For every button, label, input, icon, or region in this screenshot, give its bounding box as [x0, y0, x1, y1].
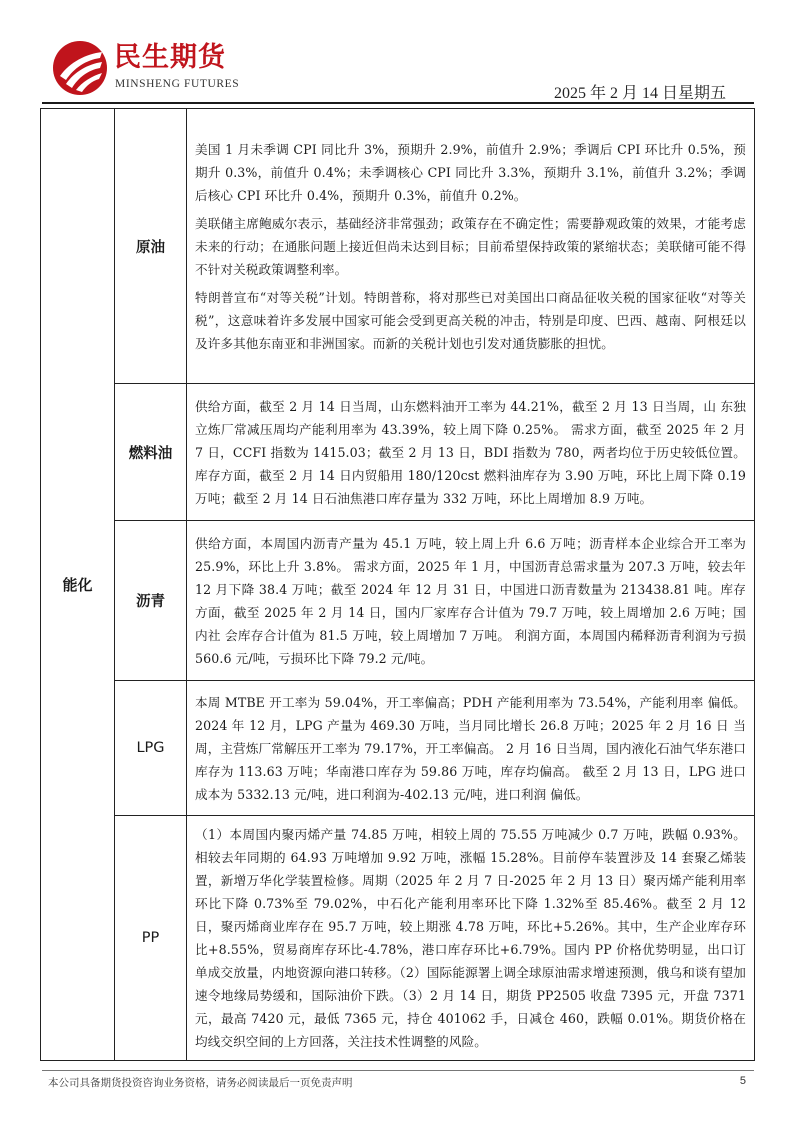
brand-name-cn: 民生期货 [114, 42, 226, 73]
report-date: 2025 年 2 月 14 日星期五 [553, 85, 726, 102]
paragraph: 美联储主席鲍威尔表示，基础经济非常强劲；政策存在不确定性；需要静观政策的效果，才能考虑未来的行动；在通胀问题上接近但尚未达到目标；目前希望保持政策的紧缩状态；美联储可能不得不针对关税政策调整利率。 [195, 215, 746, 277]
paragraph: 特朗普宣布“对等关税”计划。特朗普称，将对那些已对美国出口商品征收关税的国家征收“对等关税”，这意味着许多发展中国家可能会受到更高关税的冲击，特别是印度、巴西、越南、阿根廷以及许多其他东南亚和非洲国家。而新的关税计划也引发对通货膨胀的担忧。 [195, 289, 746, 351]
disclaimer: 本公司具备期货投资咨询业务资格，请务必阅读最后一页免责声明 [48, 1077, 353, 1089]
minsheng-logo-icon [52, 40, 108, 96]
table-row [41, 521, 755, 681]
page-header [0, 0, 794, 108]
category-cell: 沥青 [115, 521, 187, 681]
table-row [41, 816, 755, 1061]
footer-rule [42, 1070, 754, 1071]
table-row [41, 109, 755, 384]
header-rule [42, 102, 754, 104]
sector-cell: 能化 [41, 109, 115, 1061]
content-cell [187, 384, 755, 521]
table-body [41, 109, 755, 1061]
content-cell [187, 681, 755, 816]
table-row [41, 384, 755, 521]
content-cell [187, 109, 755, 384]
category-cell: 原油 [115, 109, 187, 384]
paragraph: 供给方面，本周国内沥青产量为 45.1 万吨，较上周上升 6.6 万吨；沥青样本企业综合开工率为 25.9%，环比上升 3.8%。 需求方面，2025 年 1 月，中国沥青总需求量为 207.3 万吨，较去年 12 月下降 38.4 万吨；截至 2024 年 12 月 31 日，中国进口沥青数量为 213438.81 吨。库存方面，截至 2025 年 2 月 14 日，国内厂家库存合计值为 79.7 万吨，较上周增加 2.6 万吨；国内社 会库存合计值为 81.5 万吨，较上周增加 7 万吨。 利润方面，本周国内稀释沥青利润为亏损 560.6 元/吨，亏损环比下降 79.2 元/吨。 [195, 535, 746, 666]
market-commentary-table [40, 108, 755, 1061]
paragraph: 供给方面，截至 2 月 14 日当周，山东燃料油开工率为 44.21%，截至 2 月 13 日当周，山 东独立炼厂常减压周均产能利用率为 43.39%，较上周下降 0.25%。 需求方面，截至 2025 年 2 月 7 日，CCFI 指数为 1415.03；截至 2 月 13 日，BDI 指数为 780，两者均位于历史较低位置。 库存方面，截至 2 月 14 日内贸船用 180/120cst 燃料油库存为 3.90 万吨，环比上周下降 0.19 万吨；截至 2 月 14 日石油焦港口库存量为 332 万吨，环比上周增加 8.9 万吨。 [195, 398, 746, 506]
category-cell: PP [115, 816, 187, 1061]
content-cell [187, 521, 755, 681]
table-row [41, 681, 755, 816]
paragraph: （1）本周国内聚丙烯产量 74.85 万吨，相较上周的 75.55 万吨减少 0.7 万吨，跌幅 0.93%。相较去年同期的 64.93 万吨增加 9.92 万吨，涨幅 15.28%。目前停车装置涉及 14 套聚乙烯装置，新增万华化学装置检修。周期（2025 年 2 月 7 日-2025 年 2 月 13 日）聚丙烯产能利用率环比下降 0.73%至 79.02%，中石化产能利用率环比下降 1.32%至 85.46%。截至 2 月 12 日，聚丙烯商业库存在 95.7 万吨，较上期涨 4.78 万吨，环比+5.26%。其中，生产企业库存环比+8.55%，贸易商库存环比-4.78%，港口库存环比+6.79%。国内 PP 价格优势明显，出口订单成交放量，内地资源向港口转移。（2）国际能源署上调全球原油需求增速预测，俄乌和谈有望加速令地缘局势缓和，国际油价下跌。（3）2 月 14 日，期货 PP2505 收盘 7395 元，开盘 7371 元，最高 7420 元，最低 7365 元，持仓 401062 手，日减仓 460，跌幅 0.01%。期货价格在均线交织空间的上方回落，关注技术性调整的风险。 [195, 827, 746, 1049]
paragraph: 美国 1 月未季调 CPI 同比升 3%，预期升 2.9%，前值升 2.9%；季调后 CPI 环比升 0.5%，预期升 0.3%，前值升 0.4%；未季调核心 CPI 同比升 3.3%，预期升 3.1%，前值升 3.2%；季调后核心 CPI 环比升 0.4%，预期升 0.3%，前值升 0.2%。 [195, 141, 746, 203]
category-cell: 燃料油 [115, 384, 187, 521]
paragraph: 本周 MTBE 开工率为 59.04%，开工率偏高；PDH 产能利用率为 73.54%，产能利用率 偏低。 2024 年 12 月，LPG 产量为 469.30 万吨，当月同比增长 26.8 万吨；2025 年 2 月 16 日 当周，主营炼厂常解压开工率为 79.17%，开工率偏高。 2 月 16 日当周，国内液化石油气华东港口库存为 113.63 万吨；华南港口库存为 59.86 万吨，库存均偏高。 截至 2 月 13 日，LPG 进口成本为 5332.13 元/吨，进口利润为-402.13 元/吨，进口利润 偏低。 [195, 694, 746, 802]
category-cell: LPG [115, 681, 187, 816]
content-cell [187, 816, 755, 1061]
page-number: 5 [739, 1075, 746, 1087]
brand-name-en: MINSHENG FUTURES [115, 78, 240, 90]
